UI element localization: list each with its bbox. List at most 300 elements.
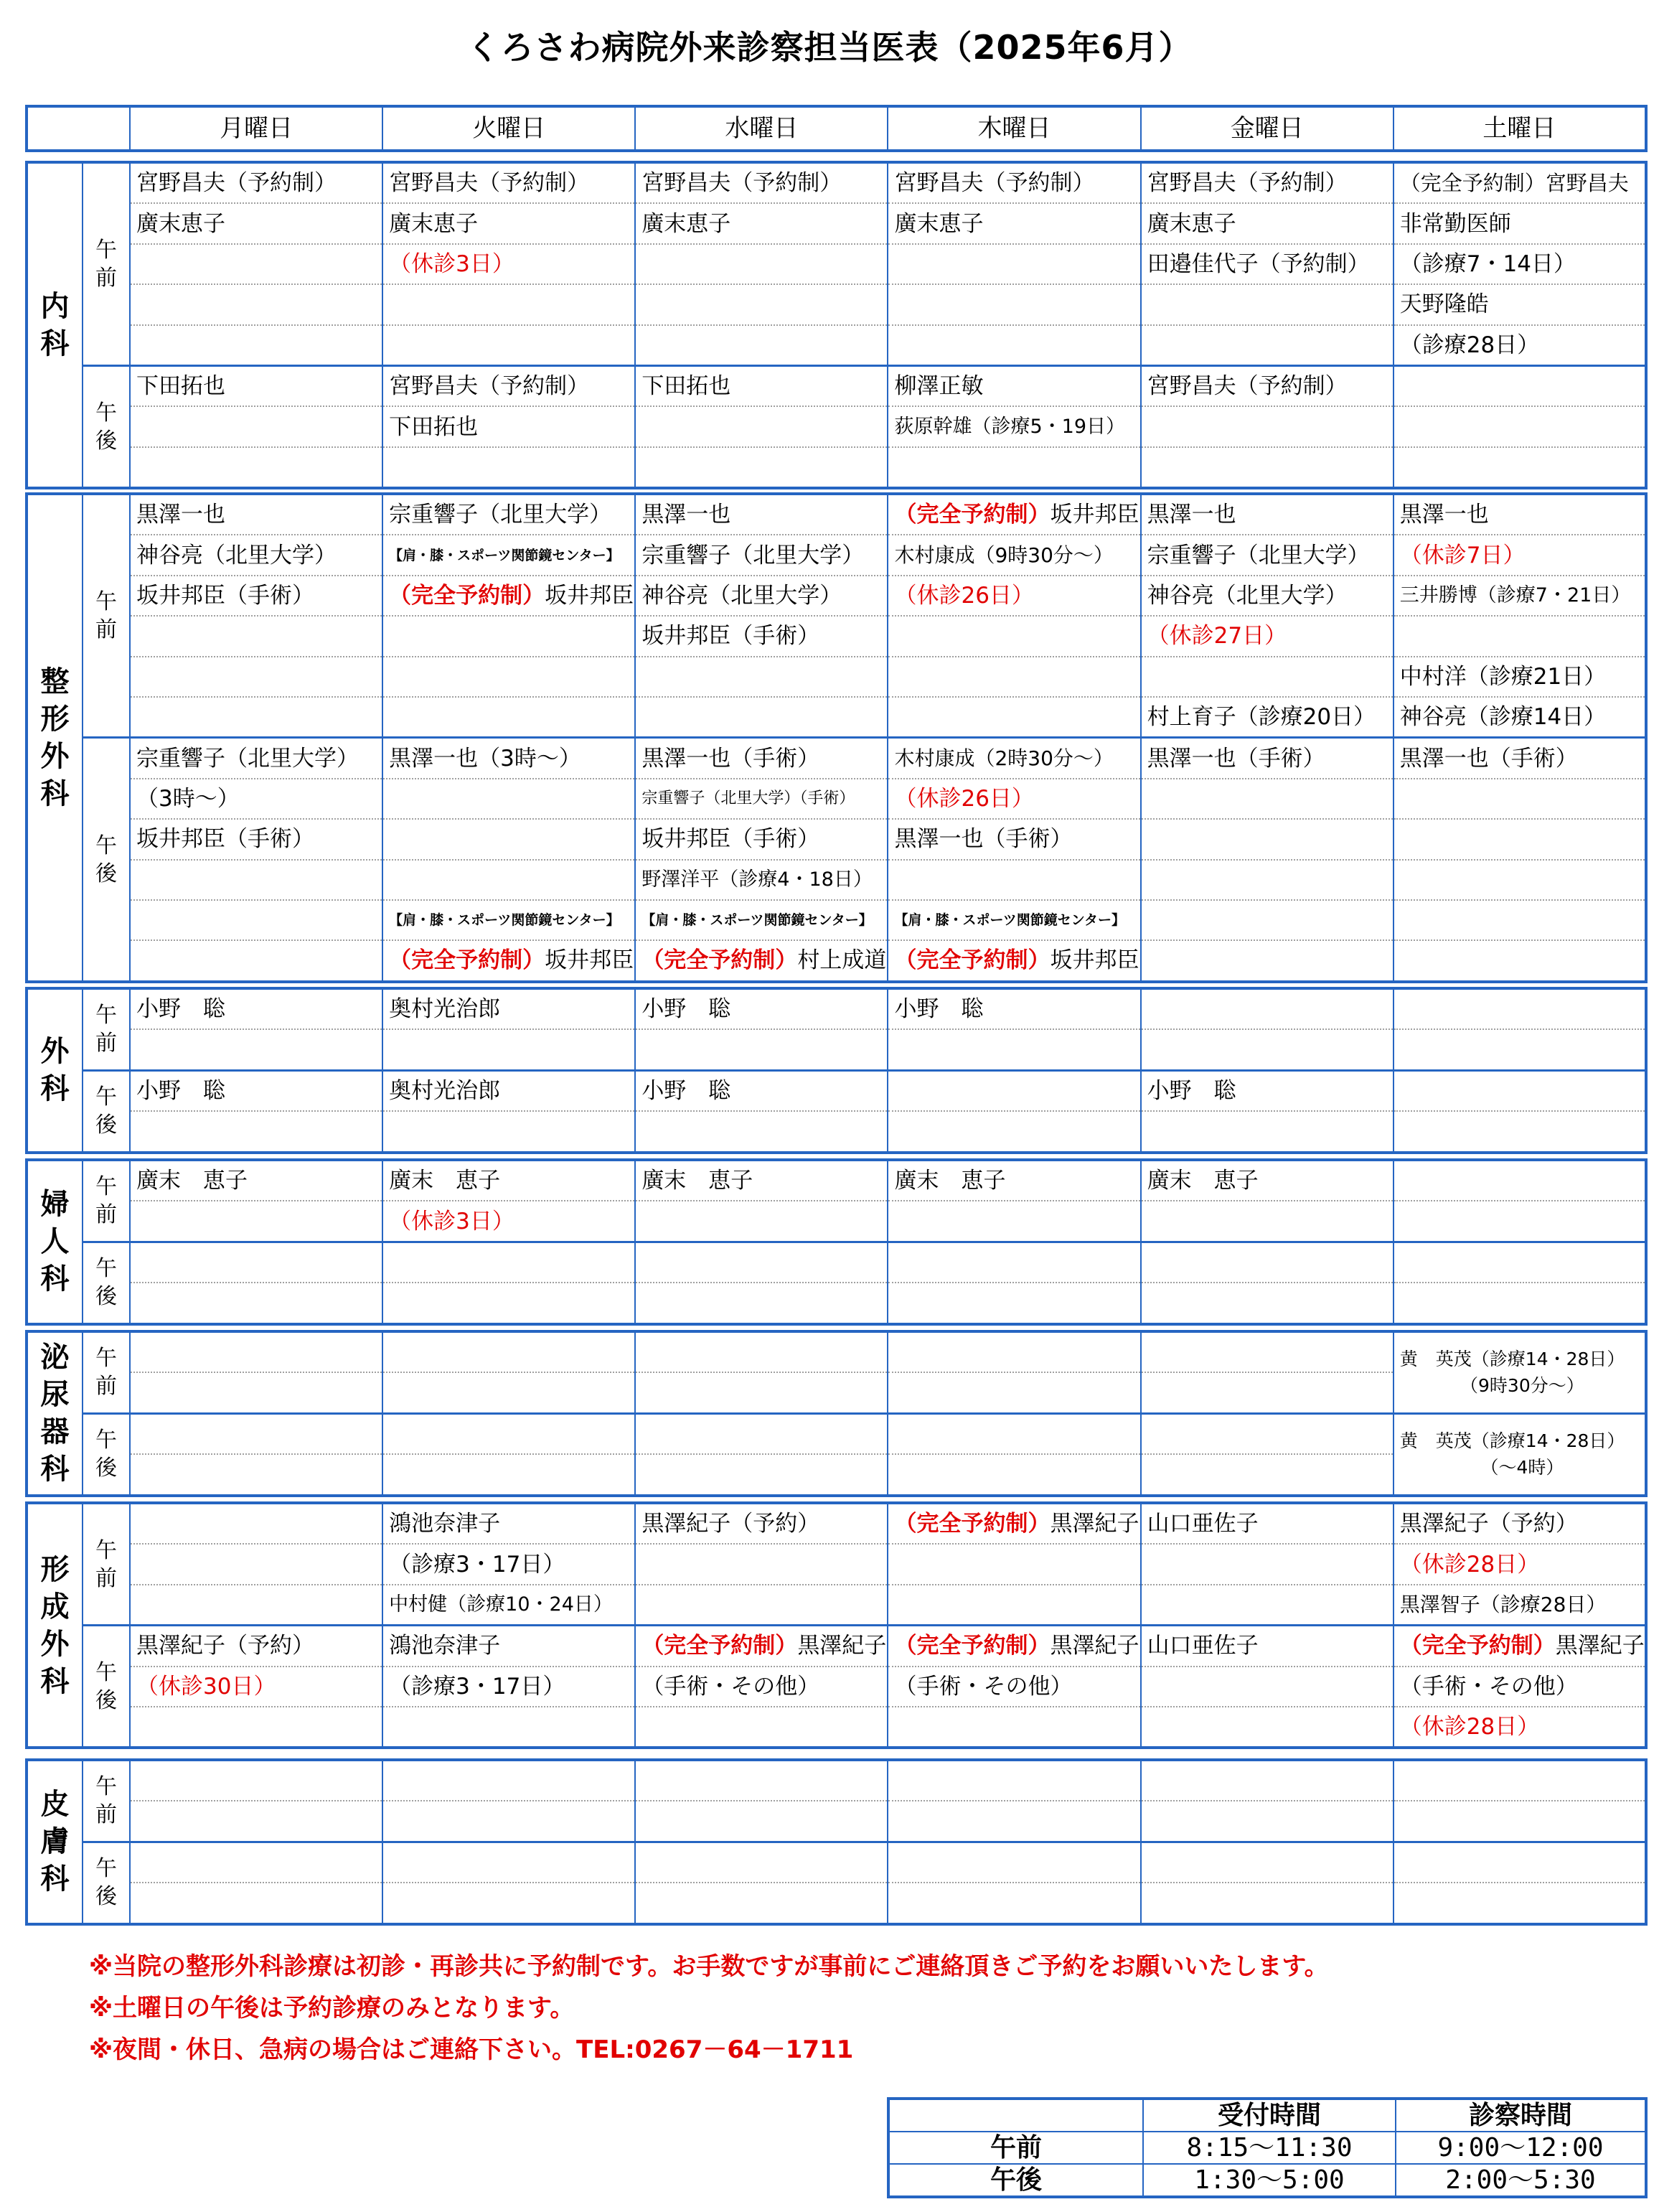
session-pm: 午後 bbox=[83, 1070, 130, 1152]
cell bbox=[1141, 325, 1394, 366]
cell bbox=[1394, 860, 1646, 900]
cell bbox=[130, 1413, 382, 1454]
cell bbox=[382, 1413, 635, 1454]
cell bbox=[635, 1111, 888, 1152]
cell: （完全予約制）坂井邦臣 bbox=[382, 940, 635, 981]
cell bbox=[130, 900, 382, 940]
cell bbox=[635, 244, 888, 284]
cell bbox=[635, 1544, 888, 1584]
cell bbox=[888, 1331, 1140, 1372]
cell bbox=[130, 940, 382, 981]
cell: 坂井邦臣（手術） bbox=[635, 819, 888, 859]
cell: 黒澤一也（手術） bbox=[1394, 738, 1646, 779]
hours-corner bbox=[888, 2099, 1143, 2132]
day-fri: 金曜日 bbox=[1141, 106, 1394, 151]
cell bbox=[888, 1801, 1140, 1842]
cell: 宗重響子（北里大学） bbox=[130, 738, 382, 779]
cell bbox=[888, 697, 1140, 738]
cell bbox=[130, 1585, 382, 1626]
cell bbox=[382, 447, 635, 488]
cell: 廣末恵子 bbox=[130, 203, 382, 243]
cell bbox=[1394, 406, 1646, 446]
dept-geka bbox=[25, 987, 1648, 1154]
cell: 中村洋（診療21日） bbox=[1394, 657, 1646, 697]
cell-closed: （休診28日） bbox=[1394, 1544, 1646, 1584]
cell: 宗重響子（北里大学） bbox=[635, 535, 888, 575]
cell bbox=[1141, 1842, 1394, 1883]
cell bbox=[635, 447, 888, 488]
cell bbox=[1141, 1883, 1394, 1923]
cell: （完全予約制）黒澤紀子 bbox=[888, 1626, 1140, 1667]
cell: 宮野昌夫（予約制） bbox=[1141, 365, 1394, 406]
page-title: くろさわ病院外来診察担当医表（2025年6月） bbox=[466, 28, 1193, 67]
cell bbox=[1394, 1070, 1646, 1111]
cell: 三井勝博（診療7・21日） bbox=[1394, 576, 1646, 616]
cell: 宮野昌夫（予約制） bbox=[382, 365, 635, 406]
dept-name: 形成外科 bbox=[27, 1503, 83, 1748]
cell: （手術・その他） bbox=[1394, 1667, 1646, 1707]
dept-name: 内科 bbox=[27, 162, 83, 488]
dept-keisei bbox=[25, 1501, 1648, 1749]
session-am: 午前 bbox=[83, 1760, 130, 1842]
cell: 野澤洋平（診療4・18日） bbox=[635, 860, 888, 900]
cell: 廣末 恵子 bbox=[1141, 1160, 1394, 1201]
cell bbox=[382, 657, 635, 697]
cell bbox=[130, 860, 382, 900]
cell: 坂井邦臣（手術） bbox=[130, 576, 382, 616]
cell bbox=[888, 1111, 1140, 1152]
cell bbox=[382, 860, 635, 900]
cell bbox=[382, 1111, 635, 1152]
cell: 宗重響子（北里大学）（手術） bbox=[635, 779, 888, 819]
session-am: 午前 bbox=[83, 1160, 130, 1242]
dept-name: 婦人科 bbox=[27, 1160, 83, 1324]
cell: 神谷亮（北里大学） bbox=[130, 535, 382, 575]
cell: （完全予約制）黒澤紀子 bbox=[635, 1626, 888, 1667]
cell-closed: （休診28日） bbox=[1394, 1707, 1646, 1748]
cell: （完全予約制）坂井邦臣 bbox=[382, 576, 635, 616]
cell bbox=[1141, 1331, 1394, 1372]
cell bbox=[888, 1029, 1140, 1070]
cell: （3時～） bbox=[130, 779, 382, 819]
cell bbox=[382, 284, 635, 324]
cell bbox=[888, 1372, 1140, 1413]
cell: （診療3・17日） bbox=[382, 1544, 635, 1584]
cell bbox=[1394, 1760, 1646, 1801]
cell: 田邉佳代子（予約制） bbox=[1141, 244, 1394, 284]
cell: 黒澤一也 bbox=[1141, 494, 1394, 535]
cell: 黒澤一也 bbox=[1394, 494, 1646, 535]
hours-am-consultation: 9:00～12:00 bbox=[1396, 2132, 1646, 2164]
cell bbox=[382, 1029, 635, 1070]
cell bbox=[382, 1242, 635, 1283]
cell-center-label: 【肩・膝・スポーツ関節鏡センター】 bbox=[382, 900, 635, 940]
cell: （完全予約制）村上成道 bbox=[635, 940, 888, 981]
cell: 黒澤一也（手術） bbox=[888, 819, 1140, 859]
cell bbox=[130, 657, 382, 697]
cell: 小野 聡 bbox=[635, 988, 888, 1029]
cell bbox=[382, 1454, 635, 1495]
session-am: 午前 bbox=[83, 494, 130, 738]
dept-name: 皮膚科 bbox=[27, 1760, 83, 1924]
dept-name: 外科 bbox=[27, 988, 83, 1153]
cell bbox=[382, 1372, 635, 1413]
cell bbox=[130, 1801, 382, 1842]
cell bbox=[888, 1283, 1140, 1323]
cell: 神谷亮（診療14日） bbox=[1394, 697, 1646, 738]
cell bbox=[888, 1707, 1140, 1748]
cell: 廣末 恵子 bbox=[382, 1160, 635, 1201]
cell: 黄 英茂（診療14・28日） （9時30分～） bbox=[1394, 1331, 1646, 1413]
cell bbox=[1394, 616, 1646, 656]
cell bbox=[130, 284, 382, 324]
cell: 神谷亮（北里大学） bbox=[635, 576, 888, 616]
header-corner bbox=[27, 106, 130, 151]
cell bbox=[1394, 819, 1646, 859]
cell bbox=[888, 1585, 1140, 1626]
cell bbox=[1141, 1801, 1394, 1842]
day-thu: 木曜日 bbox=[888, 106, 1140, 151]
cell bbox=[635, 697, 888, 738]
session-am: 午前 bbox=[83, 162, 130, 365]
cell: 黄 英茂（診療14・28日） （～4時） bbox=[1394, 1413, 1646, 1495]
dept-fujin bbox=[25, 1158, 1648, 1326]
cell: 山口亜佐子 bbox=[1141, 1503, 1394, 1544]
day-tue: 火曜日 bbox=[382, 106, 635, 151]
cell-closed: （休診30日） bbox=[130, 1667, 382, 1707]
cell bbox=[888, 1070, 1140, 1111]
cell: 非常勤医師 bbox=[1394, 203, 1646, 243]
cell bbox=[1141, 657, 1394, 697]
cell: 廣末 恵子 bbox=[888, 1160, 1140, 1201]
cell bbox=[1394, 940, 1646, 981]
cell: 宮野昌夫（予約制） bbox=[635, 162, 888, 203]
cell bbox=[130, 1201, 382, 1242]
cell: 黒澤一也（3時～） bbox=[382, 738, 635, 779]
cell bbox=[1394, 988, 1646, 1029]
cell: 柳澤正敏 bbox=[888, 365, 1140, 406]
cell bbox=[635, 406, 888, 446]
cell bbox=[130, 325, 382, 366]
cell bbox=[1141, 406, 1394, 446]
cell: 小野 聡 bbox=[888, 988, 1140, 1029]
cell bbox=[635, 1760, 888, 1801]
cell: （診療28日） bbox=[1394, 325, 1646, 366]
cell: 黒澤紀子（予約） bbox=[1394, 1503, 1646, 1544]
cell bbox=[635, 1883, 888, 1923]
dept-hifu bbox=[25, 1758, 1648, 1926]
cell bbox=[130, 1111, 382, 1152]
cell bbox=[888, 1883, 1140, 1923]
hours-pm-label: 午後 bbox=[888, 2164, 1143, 2197]
day-sat: 土曜日 bbox=[1394, 106, 1646, 151]
cell bbox=[1141, 1201, 1394, 1242]
cell bbox=[1394, 365, 1646, 406]
cell bbox=[635, 1242, 888, 1283]
session-pm: 午後 bbox=[83, 1842, 130, 1923]
cell bbox=[1394, 779, 1646, 819]
cell bbox=[635, 1413, 888, 1454]
cell bbox=[635, 325, 888, 366]
session-am: 午前 bbox=[83, 1503, 130, 1626]
cell: 廣末 恵子 bbox=[130, 1160, 382, 1201]
cell bbox=[1141, 940, 1394, 981]
cell: 廣末恵子 bbox=[888, 203, 1140, 243]
cell bbox=[382, 616, 635, 656]
cell: （手術・その他） bbox=[635, 1667, 888, 1707]
cell: （診療7・14日） bbox=[1394, 244, 1646, 284]
cell: 黒澤一也（手術） bbox=[635, 738, 888, 779]
session-pm: 午後 bbox=[83, 738, 130, 982]
weekday-header bbox=[25, 105, 1648, 152]
cell bbox=[130, 1331, 382, 1372]
note-saturday: ※土曜日の午後は予約診療のみとなります。 bbox=[89, 1994, 575, 2023]
cell: 宗重響子（北里大学） bbox=[382, 494, 635, 535]
cell bbox=[888, 616, 1140, 656]
cell bbox=[635, 1801, 888, 1842]
cell bbox=[1141, 1707, 1394, 1748]
note-emergency: ※夜間・休日、急病の場合はご連絡下さい。TEL:0267－64－1711 bbox=[89, 2035, 854, 2064]
hours-pm-reception: 1:30～5:00 bbox=[1143, 2164, 1396, 2197]
cell: 下田拓也 bbox=[635, 365, 888, 406]
cell: 廣末恵子 bbox=[382, 203, 635, 243]
cell bbox=[635, 284, 888, 324]
cell bbox=[1141, 1413, 1394, 1454]
cell bbox=[1394, 1801, 1646, 1842]
cell: 中村健（診療10・24日） bbox=[382, 1585, 635, 1626]
cell: 坂井邦臣（手術） bbox=[635, 616, 888, 656]
dept-hinyo bbox=[25, 1330, 1648, 1497]
cell: 木村康成（9時30分～） bbox=[888, 535, 1140, 575]
cell: 小野 聡 bbox=[130, 1070, 382, 1111]
dept-name: 整形外科 bbox=[27, 494, 83, 982]
cell bbox=[635, 1454, 888, 1495]
cell: 宮野昌夫（予約制） bbox=[382, 162, 635, 203]
cell bbox=[1394, 1283, 1646, 1323]
reception-hours-table bbox=[887, 2097, 1648, 2198]
cell: 宮野昌夫（予約制） bbox=[130, 162, 382, 203]
session-pm: 午後 bbox=[83, 1242, 130, 1323]
cell bbox=[888, 244, 1140, 284]
cell bbox=[1141, 1283, 1394, 1323]
hours-am-label: 午前 bbox=[888, 2132, 1143, 2164]
cell bbox=[1141, 779, 1394, 819]
cell bbox=[130, 1707, 382, 1748]
cell: 鴻池奈津子 bbox=[382, 1626, 635, 1667]
cell: （診療3・17日） bbox=[382, 1667, 635, 1707]
cell bbox=[1394, 1029, 1646, 1070]
dept-seikei bbox=[25, 492, 1648, 983]
day-wed: 水曜日 bbox=[635, 106, 888, 151]
cell: 廣末恵子 bbox=[1141, 203, 1394, 243]
cell bbox=[635, 1283, 888, 1323]
cell bbox=[635, 1585, 888, 1626]
cell bbox=[130, 447, 382, 488]
cell: （完全予約制）宮野昌夫 bbox=[1394, 162, 1646, 203]
cell bbox=[1141, 1111, 1394, 1152]
cell: 下田拓也 bbox=[130, 365, 382, 406]
cell bbox=[1394, 447, 1646, 488]
cell bbox=[635, 1707, 888, 1748]
cell: 奥村光治郎 bbox=[382, 1070, 635, 1111]
cell bbox=[382, 1883, 635, 1923]
cell: 宮野昌夫（予約制） bbox=[1141, 162, 1394, 203]
hours-header-consultation: 診察時間 bbox=[1396, 2099, 1646, 2132]
cell bbox=[382, 1842, 635, 1883]
cell bbox=[1141, 284, 1394, 324]
cell bbox=[1141, 1544, 1394, 1584]
cell: 小野 聡 bbox=[1141, 1070, 1394, 1111]
session-am: 午前 bbox=[83, 988, 130, 1070]
cell-center-label: 【肩・膝・スポーツ関節鏡センター】 bbox=[382, 535, 635, 575]
cell-closed: （休診3日） bbox=[382, 244, 635, 284]
cell bbox=[382, 779, 635, 819]
cell: 宮野昌夫（予約制） bbox=[888, 162, 1140, 203]
cell: （完全予約制）坂井邦臣 bbox=[888, 494, 1140, 535]
cell bbox=[1141, 1667, 1394, 1707]
cell bbox=[1394, 1242, 1646, 1283]
cell: 廣末 恵子 bbox=[635, 1160, 888, 1201]
cell: 村上育子（診療20日） bbox=[1141, 697, 1394, 738]
cell bbox=[1141, 988, 1394, 1029]
cell bbox=[888, 284, 1140, 324]
cell bbox=[382, 697, 635, 738]
cell bbox=[1394, 1111, 1646, 1152]
cell-closed: （休診3日） bbox=[382, 1201, 635, 1242]
cell bbox=[888, 1454, 1140, 1495]
cell bbox=[888, 1760, 1140, 1801]
cell bbox=[888, 325, 1140, 366]
cell bbox=[1141, 900, 1394, 940]
cell bbox=[635, 1372, 888, 1413]
cell: （完全予約制）坂井邦臣 bbox=[888, 940, 1140, 981]
cell bbox=[1141, 860, 1394, 900]
cell bbox=[130, 1242, 382, 1283]
cell bbox=[130, 1842, 382, 1883]
cell: 黒澤智子（診療28日） bbox=[1394, 1585, 1646, 1626]
cell bbox=[382, 1801, 635, 1842]
cell bbox=[382, 1707, 635, 1748]
cell bbox=[130, 244, 382, 284]
cell: 天野隆皓 bbox=[1394, 284, 1646, 324]
cell bbox=[635, 1029, 888, 1070]
cell bbox=[635, 657, 888, 697]
dept-naika bbox=[25, 161, 1648, 489]
cell-closed: （休診26日） bbox=[888, 576, 1140, 616]
cell bbox=[130, 1283, 382, 1323]
hours-pm-consultation: 2:00～5:30 bbox=[1396, 2164, 1646, 2197]
cell bbox=[1141, 1760, 1394, 1801]
cell-closed: （休診26日） bbox=[888, 779, 1140, 819]
cell: 鴻池奈津子 bbox=[382, 1503, 635, 1544]
hours-am-reception: 8:15～11:30 bbox=[1143, 2132, 1396, 2164]
session-pm: 午後 bbox=[83, 1413, 130, 1495]
cell bbox=[888, 1413, 1140, 1454]
cell bbox=[130, 1454, 382, 1495]
cell: （完全予約制）黒澤紀子 bbox=[888, 1503, 1140, 1544]
cell: 廣末恵子 bbox=[635, 203, 888, 243]
cell bbox=[888, 1842, 1140, 1883]
cell: 奥村光治郎 bbox=[382, 988, 635, 1029]
cell bbox=[635, 1842, 888, 1883]
session-am: 午前 bbox=[83, 1331, 130, 1413]
session-pm: 午後 bbox=[83, 1626, 130, 1748]
cell-closed: （休診7日） bbox=[1394, 535, 1646, 575]
cell-center-label: 【肩・膝・スポーツ関節鏡センター】 bbox=[888, 900, 1140, 940]
cell: 黒澤一也（手術） bbox=[1141, 738, 1394, 779]
cell: 山口亜佐子 bbox=[1141, 1626, 1394, 1667]
cell bbox=[130, 1503, 382, 1544]
cell bbox=[382, 1760, 635, 1801]
cell bbox=[1141, 1372, 1394, 1413]
cell: 宗重響子（北里大学） bbox=[1141, 535, 1394, 575]
cell bbox=[1141, 447, 1394, 488]
cell: 黒澤紀子（予約） bbox=[130, 1626, 382, 1667]
cell-center-label: 【肩・膝・スポーツ関節鏡センター】 bbox=[635, 900, 888, 940]
note-reservation: ※当院の整形外科診療は初診・再診共に予約制です。お手数ですが事前にご連絡頂きご予約をお願いいたします。 bbox=[89, 1952, 1329, 1981]
cell bbox=[1394, 1160, 1646, 1201]
cell: 荻原幹雄（診療5・19日） bbox=[888, 406, 1140, 446]
cell bbox=[382, 1283, 635, 1323]
cell: 下田拓也 bbox=[382, 406, 635, 446]
cell bbox=[382, 325, 635, 366]
cell: 黒澤一也 bbox=[635, 494, 888, 535]
cell bbox=[888, 447, 1140, 488]
session-pm: 午後 bbox=[83, 365, 130, 488]
cell bbox=[130, 1760, 382, 1801]
cell: （手術・その他） bbox=[888, 1667, 1140, 1707]
cell bbox=[130, 1883, 382, 1923]
cell bbox=[130, 616, 382, 656]
cell bbox=[1394, 1883, 1646, 1923]
cell bbox=[635, 1201, 888, 1242]
cell: （完全予約制）黒澤紀子 bbox=[1394, 1626, 1646, 1667]
cell bbox=[888, 1242, 1140, 1283]
cell bbox=[130, 406, 382, 446]
cell bbox=[888, 860, 1140, 900]
cell bbox=[130, 1372, 382, 1413]
cell bbox=[1141, 1454, 1394, 1495]
cell: 黒澤紀子（予約） bbox=[635, 1503, 888, 1544]
dept-name: 泌尿器科 bbox=[27, 1331, 83, 1496]
cell: 小野 聡 bbox=[130, 988, 382, 1029]
hours-header-reception: 受付時間 bbox=[1143, 2099, 1396, 2132]
cell bbox=[130, 1029, 382, 1070]
cell bbox=[1141, 1029, 1394, 1070]
cell: 坂井邦臣（手術） bbox=[130, 819, 382, 859]
cell bbox=[1141, 819, 1394, 859]
cell: 黒澤一也 bbox=[130, 494, 382, 535]
cell bbox=[888, 1201, 1140, 1242]
cell bbox=[635, 1331, 888, 1372]
cell bbox=[130, 1544, 382, 1584]
cell bbox=[382, 819, 635, 859]
cell bbox=[382, 1331, 635, 1372]
cell bbox=[888, 657, 1140, 697]
cell bbox=[1394, 1842, 1646, 1883]
cell bbox=[1141, 1585, 1394, 1626]
cell bbox=[1394, 1201, 1646, 1242]
cell: 神谷亮（北里大学） bbox=[1141, 576, 1394, 616]
cell bbox=[1141, 1242, 1394, 1283]
cell bbox=[130, 697, 382, 738]
cell: 小野 聡 bbox=[635, 1070, 888, 1111]
cell bbox=[888, 1544, 1140, 1584]
cell: 木村康成（2時30分～） bbox=[888, 738, 1140, 779]
day-mon: 月曜日 bbox=[130, 106, 382, 151]
cell bbox=[1394, 900, 1646, 940]
cell-closed: （休診27日） bbox=[1141, 616, 1394, 656]
